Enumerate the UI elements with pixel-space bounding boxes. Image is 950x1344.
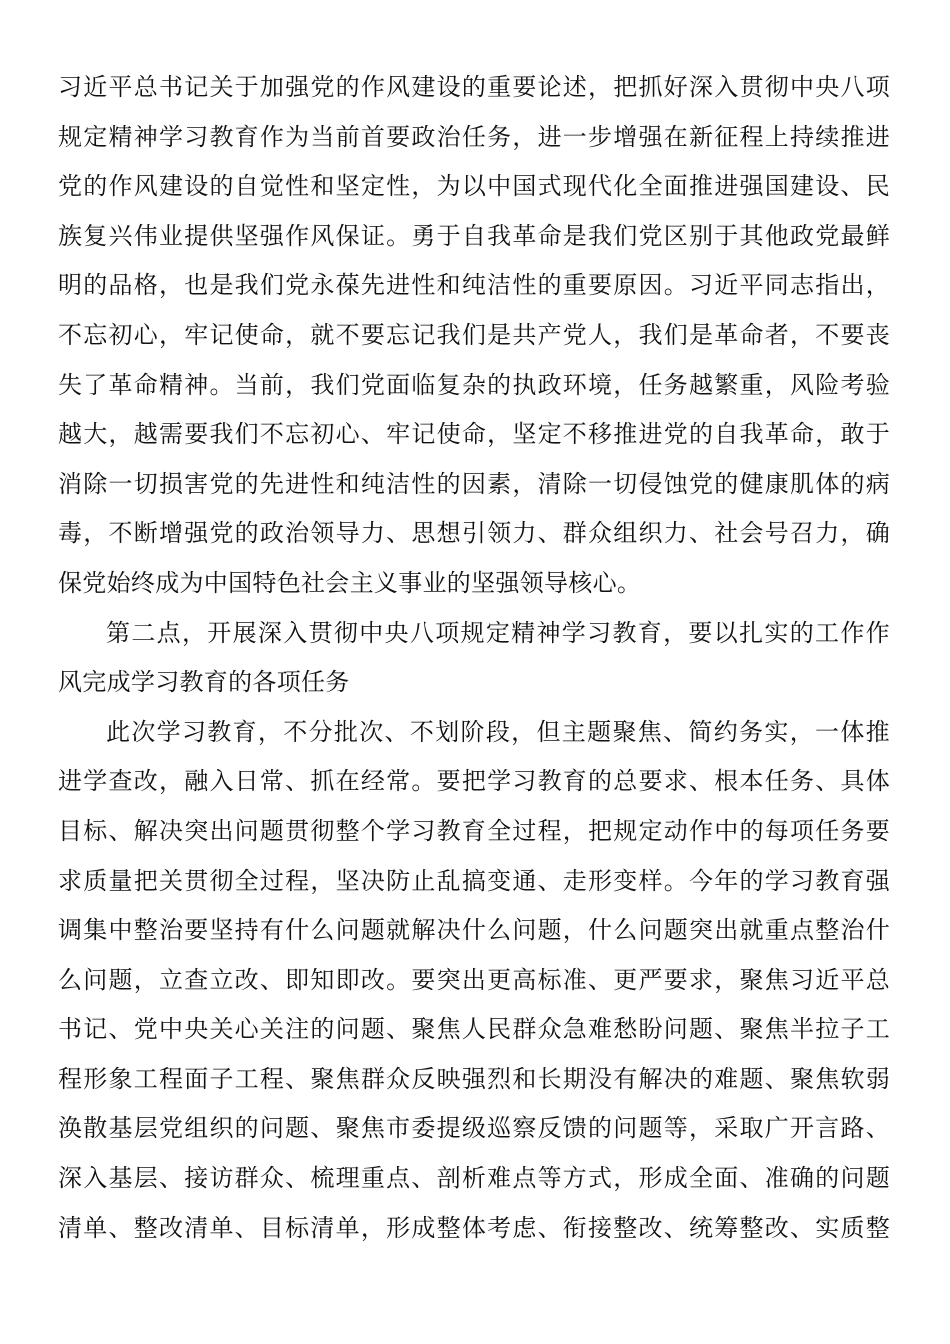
- text-line: 越大，越需要我们不忘初心、牢记使命，坚定不移推进党的自我革命，敢于: [58, 420, 890, 449]
- text-line: 书记、党中央关心关注的问题、聚焦人民群众急难愁盼问题、聚焦半拉子工: [58, 1015, 890, 1044]
- text-line: 党的作风建设的自觉性和坚定性，为以中国式现代化全面推进强国建设、民: [58, 172, 890, 201]
- text-line: 保党始终成为中国特色社会主义事业的坚强领导核心。: [58, 568, 642, 597]
- text-line: 此次学习教育，不分批次、不划阶段，但主题聚焦、简约务实，一体推: [106, 717, 890, 746]
- text-line: 调集中整治要坚持有什么问题就解决什么问题，什么问题突出就重点整治什: [58, 916, 890, 945]
- text-line: 毒，不断增强党的政治领导力、思想引领力、群众组织力、社会号召力，确: [58, 519, 890, 548]
- section-heading-line: 第二点，开展深入贯彻中央八项规定精神学习教育，要以扎实的工作作: [106, 618, 890, 647]
- section-heading-line: 风完成学习教育的各项任务: [58, 668, 350, 697]
- document-page: [58, 63, 890, 1253]
- text-line: 程形象工程面子工程、聚焦群众反映强烈和长期没有解决的难题、聚焦软弱: [58, 1064, 890, 1093]
- text-line: 明的品格，也是我们党永葆先进性和纯洁性的重要原因。习近平同志指出，: [58, 271, 890, 300]
- text-line: 规定精神学习教育作为当前首要政治任务，进一步增强在新征程上持续推进: [58, 122, 890, 151]
- text-line: 目标、解决突出问题贯彻整个学习教育全过程，把规定动作中的每项任务要: [58, 816, 890, 845]
- text-line: 进学查改，融入日常、抓在经常。要把学习教育的总要求、根本任务、具体: [58, 767, 890, 796]
- text-line: 清单、整改清单、目标清单，形成整体考虑、衔接整改、统筹整改、实质整: [58, 1213, 890, 1242]
- text-line: 失了革命精神。当前，我们党面临复杂的执政环境，任务越繁重，风险考验: [58, 370, 890, 399]
- text-line: 么问题，立查立改、即知即改。要突出更高标准、更严要求，聚焦习近平总: [58, 965, 890, 994]
- text-line: 求质量把关贯彻全过程，坚决防止乱搞变通、走形变样。今年的学习教育强: [58, 866, 890, 895]
- text-line: 族复兴伟业提供坚强作风保证。勇于自我革命是我们党区别于其他政党最鲜: [58, 221, 890, 250]
- text-line: 深入基层、接访群众、梳理重点、剖析难点等方式，形成全面、准确的问题: [58, 1164, 890, 1193]
- text-line: 习近平总书记关于加强党的作风建设的重要论述，把抓好深入贯彻中央八项: [58, 73, 890, 101]
- text-line: 消除一切损害党的先进性和纯洁性的因素，清除一切侵蚀党的健康肌体的病: [58, 469, 890, 498]
- text-line: 涣散基层党组织的问题、聚焦市委提级巡察反馈的问题等，采取广开言路、: [58, 1114, 890, 1143]
- text-line: 不忘初心，牢记使命，就不要忘记我们是共产党人，我们是革命者，不要丧: [58, 320, 890, 349]
